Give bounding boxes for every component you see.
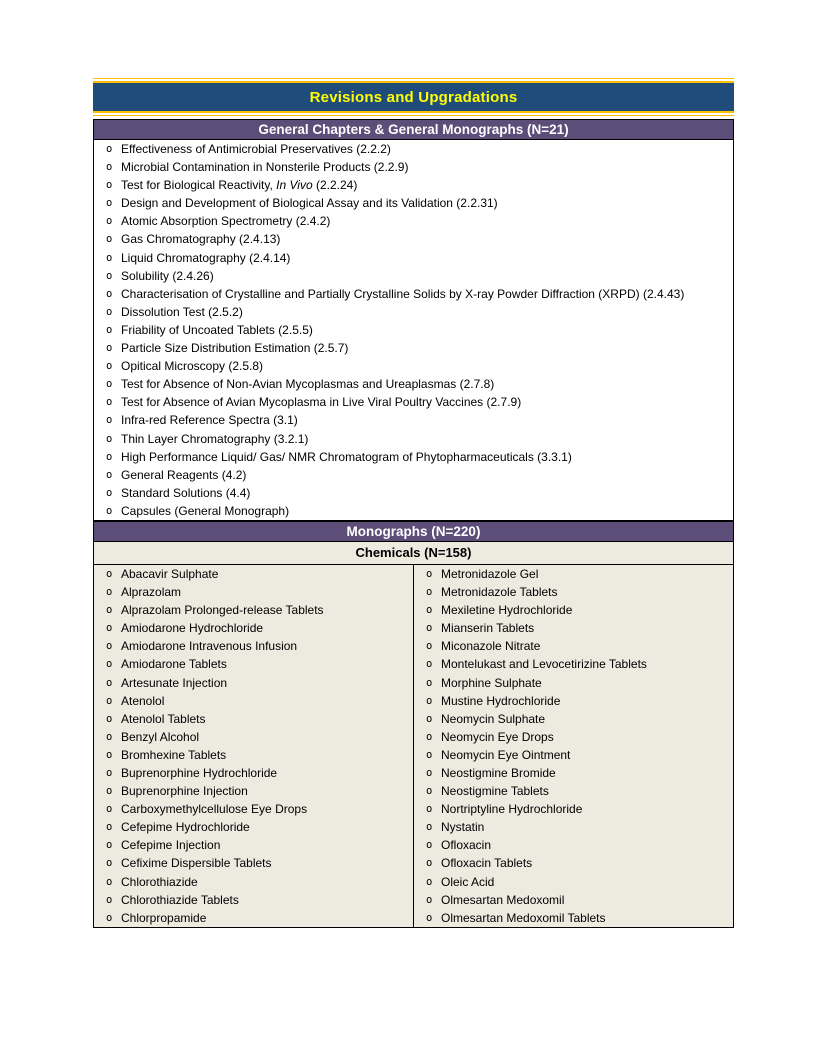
list-item-label: Atenolol (121, 693, 165, 708)
list-item-label: Neomycin Sulphate (441, 711, 546, 726)
list-item (94, 873, 413, 891)
list-item (94, 637, 413, 655)
circle-bullet-icon: o (106, 233, 113, 246)
circle-bullet-icon: o (106, 251, 113, 264)
list-item (414, 710, 733, 728)
circle-bullet-icon: o (106, 269, 113, 282)
chemicals-header-label: Chemicals (N=158) (355, 545, 472, 561)
list-item-label: Thin Layer Chromatography (3.2.1) (121, 431, 309, 446)
list-item-label: Olmesartan Medoxomil Tablets (441, 910, 606, 925)
circle-bullet-icon: o (106, 712, 113, 725)
list-item-label: Metronidazole Gel (441, 566, 539, 581)
list-item (94, 782, 413, 800)
list-item (94, 158, 733, 176)
list-item-label: Morphine Sulphate (441, 675, 542, 690)
list-item (414, 836, 733, 854)
list-item (94, 466, 733, 484)
list-item (94, 411, 733, 429)
list-item-label: Chlorothiazide (121, 874, 198, 889)
circle-bullet-icon: o (106, 143, 113, 155)
list-item (94, 854, 413, 872)
circle-bullet-icon: o (426, 839, 433, 852)
circle-bullet-icon: o (106, 414, 113, 427)
circle-bullet-icon: o (106, 323, 113, 336)
list-item-label: Test for Biological Reactivity, In Vivo (2.2.24) (121, 178, 358, 193)
list-item-label: Chlorothiazide Tablets (121, 892, 239, 907)
list-item-label: Amiodarone Hydrochloride (121, 621, 264, 636)
list-item (94, 710, 413, 728)
list-item-label: Standard Solutions (4.4) (121, 485, 251, 500)
list-item (414, 674, 733, 692)
list-item (94, 818, 413, 836)
circle-bullet-icon: o (106, 821, 113, 834)
list-item (94, 484, 733, 502)
monographs-header-label: Monographs (N=220) (346, 523, 481, 539)
monographs-header-bar (93, 521, 734, 542)
circle-bullet-icon: o (106, 785, 113, 798)
list-item-label: Alprazolam Prolonged-release Tablets (121, 603, 324, 618)
circle-bullet-icon: o (106, 342, 113, 355)
chemicals-right-column (414, 565, 733, 927)
list-item-label: Gas Chromatography (2.4.13) (121, 232, 281, 247)
circle-bullet-icon: o (106, 305, 113, 318)
circle-bullet-icon: o (106, 676, 113, 689)
list-item-label: High Performance Liquid/ Gas/ NMR Chromatogram of Phytopharmaceuticals (3.3.1) (121, 449, 572, 464)
general-chapters-header-label: General Chapters & General Monographs (N=21) (258, 122, 569, 137)
circle-bullet-icon: o (426, 785, 433, 798)
circle-bullet-icon: o (106, 468, 113, 481)
circle-bullet-icon: o (426, 676, 433, 689)
list-item-label: Dissolution Test (2.5.2) (121, 304, 243, 319)
circle-bullet-icon: o (426, 767, 433, 779)
circle-bullet-icon: o (426, 622, 433, 635)
circle-bullet-icon: o (106, 640, 113, 653)
circle-bullet-icon: o (106, 360, 113, 373)
list-item-label: Characterisation of Crystalline and Partially Crystalline Solids by X-ray Powder Diffraction (XRPD) (2.4.43) (121, 286, 685, 301)
list-item (94, 321, 733, 339)
list-item-label: Oleic Acid (441, 874, 495, 889)
circle-bullet-icon: o (426, 640, 433, 653)
list-item (94, 339, 733, 357)
circle-bullet-icon: o (426, 712, 433, 725)
gold-line-thin (93, 78, 734, 79)
list-item-label: Infra-red Reference Spectra (3.1) (121, 413, 298, 428)
list-item-label: Test for Absence of Non-Avian Mycoplasmas and Ureaplasmas (2.7.8) (121, 377, 495, 392)
list-item-label: Neostigmine Bromide (441, 766, 556, 780)
circle-bullet-icon: o (426, 604, 433, 617)
list-item (94, 764, 413, 782)
circle-bullet-icon: o (106, 287, 113, 300)
list-item (414, 800, 733, 818)
general-chapters-list (93, 140, 734, 521)
circle-bullet-icon: o (426, 875, 433, 888)
circle-bullet-icon: o (426, 911, 433, 924)
circle-bullet-icon: o (426, 658, 433, 671)
list-item-label: Atomic Absorption Spectrometry (2.4.2) (121, 214, 331, 229)
list-item (94, 601, 413, 619)
list-item (94, 140, 733, 158)
circle-bullet-icon: o (106, 378, 113, 391)
circle-bullet-icon: o (106, 839, 113, 852)
list-item (414, 565, 733, 583)
list-item-label: Particle Size Distribution Estimation (2.5.7) (121, 341, 349, 356)
list-item-label: Effectiveness of Antimicrobial Preservatives (2.2.2) (121, 142, 391, 156)
circle-bullet-icon: o (106, 767, 113, 779)
list-item (94, 728, 413, 746)
list-item-label: Buprenorphine Hydrochloride (121, 766, 278, 780)
circle-bullet-icon: o (106, 875, 113, 888)
circle-bullet-icon: o (426, 567, 433, 580)
circle-bullet-icon: o (426, 694, 433, 707)
list-item (414, 655, 733, 673)
list-item (94, 502, 733, 520)
list-item (94, 212, 733, 230)
list-item-label: Ofloxacin (441, 838, 492, 853)
circle-bullet-icon: o (106, 504, 113, 517)
list-item (94, 285, 733, 303)
list-item (94, 375, 733, 393)
list-item (414, 764, 733, 782)
list-item-label: Design and Development of Biological Assay and its Validation (2.2.31) (121, 196, 498, 211)
circle-bullet-icon: o (106, 396, 113, 409)
list-item (94, 619, 413, 637)
list-item (414, 583, 733, 601)
list-item (414, 746, 733, 764)
circle-bullet-icon: o (106, 604, 113, 617)
gold-border-bottom (93, 111, 734, 116)
list-item (94, 891, 413, 909)
list-item (414, 854, 733, 872)
page-title: Revisions and Upgradations (309, 88, 518, 106)
circle-bullet-icon: o (106, 179, 113, 192)
list-item (94, 836, 413, 854)
list-item (414, 873, 733, 891)
list-item-label: Artesunate Injection (121, 675, 228, 690)
list-item (94, 692, 413, 710)
list-item (94, 393, 733, 411)
list-item-label: Buprenorphine Injection (121, 784, 248, 799)
list-item-label: Microbial Contamination in Nonsterile Products (2.2.9) (121, 160, 409, 175)
list-item (94, 303, 733, 321)
circle-bullet-icon: o (106, 911, 113, 924)
list-item-label: Capsules (General Monograph) (121, 503, 290, 518)
circle-bullet-icon: o (106, 161, 113, 174)
list-item-label: Chlorpropamide (121, 910, 207, 925)
circle-bullet-icon: o (426, 857, 433, 870)
list-item-label: Opitical Microscopy (2.5.8) (121, 359, 264, 374)
circle-bullet-icon: o (106, 658, 113, 671)
circle-bullet-icon: o (106, 730, 113, 743)
list-item-label: Friability of Uncoated Tablets (2.5.5) (121, 322, 313, 337)
list-item-label: Amiodarone Intravenous Infusion (121, 639, 298, 654)
list-item (94, 674, 413, 692)
list-item (414, 692, 733, 710)
list-item-label: Mexiletine Hydrochloride (441, 603, 573, 618)
list-item (94, 357, 733, 375)
list-item-label: Benzyl Alcohol (121, 729, 200, 744)
circle-bullet-icon: o (426, 586, 433, 599)
list-item-label: Amiodarone Tablets (121, 657, 227, 672)
list-item-label: Test for Absence of Avian Mycoplasma in Live Viral Poultry Vaccines (2.7.9) (121, 395, 522, 410)
list-item (94, 448, 733, 466)
list-item (414, 782, 733, 800)
list-item-label: Cefepime Injection (121, 838, 221, 853)
list-item (414, 891, 733, 909)
list-item (94, 267, 733, 285)
circle-bullet-icon: o (426, 748, 433, 761)
list-item-label: Neomycin Eye Drops (441, 729, 554, 744)
list-item (94, 800, 413, 818)
circle-bullet-icon: o (106, 857, 113, 870)
list-item-label: Abacavir Sulphate (121, 566, 219, 581)
list-item (94, 176, 733, 194)
chemicals-left-column (94, 565, 414, 927)
list-item-label: Neostigmine Tablets (441, 784, 549, 799)
list-item-label: Solubility (2.4.26) (121, 268, 214, 283)
circle-bullet-icon: o (426, 803, 433, 816)
list-item-label: Alprazolam (121, 585, 182, 600)
circle-bullet-icon: o (106, 803, 113, 816)
list-item (94, 430, 733, 448)
circle-bullet-icon: o (426, 730, 433, 743)
list-item (414, 637, 733, 655)
circle-bullet-icon: o (106, 586, 113, 599)
list-item (94, 746, 413, 764)
list-item-label: Bromhexine Tablets (121, 747, 227, 762)
list-item (414, 728, 733, 746)
list-item (94, 909, 413, 927)
gold-line-thin (93, 115, 734, 116)
circle-bullet-icon: o (106, 694, 113, 707)
list-item-label: Olmesartan Medoxomil (441, 892, 565, 907)
circle-bullet-icon: o (106, 450, 113, 463)
circle-bullet-icon: o (106, 432, 113, 445)
list-item-label: General Reagents (4.2) (121, 467, 247, 482)
list-item (94, 194, 733, 212)
circle-bullet-icon: o (426, 893, 433, 906)
list-item (94, 565, 413, 583)
list-item (414, 909, 733, 927)
revisions-table (93, 78, 734, 928)
circle-bullet-icon: o (106, 215, 113, 228)
list-item-label: Metronidazole Tablets (441, 585, 558, 600)
list-item-label: Atenolol Tablets (121, 711, 206, 726)
list-item-label: Nortriptyline Hydrochloride (441, 802, 583, 817)
chemicals-header-bar (93, 542, 734, 565)
list-item-label: Carboxymethylcellulose Eye Drops (121, 802, 308, 817)
list-item-label: Montelukast and Levocetirizine Tablets (441, 657, 647, 672)
title-bar (93, 83, 734, 111)
gold-line-thick (93, 111, 734, 113)
chemicals-columns (93, 565, 734, 928)
list-item-label: Neomycin Eye Ointment (441, 747, 571, 762)
list-item-label: Nystatin (441, 820, 485, 835)
list-item-label: Mustine Hydrochloride (441, 693, 561, 708)
circle-bullet-icon: o (106, 893, 113, 906)
general-chapters-header-bar (93, 119, 734, 140)
list-item-label: Ofloxacin Tablets (441, 856, 533, 871)
circle-bullet-icon: o (106, 197, 113, 210)
list-item (414, 818, 733, 836)
circle-bullet-icon: o (106, 567, 113, 580)
list-item (94, 655, 413, 673)
list-item-label: Liquid Chromatography (2.4.14) (121, 250, 291, 265)
circle-bullet-icon: o (426, 821, 433, 834)
list-item (94, 230, 733, 248)
list-item-label: Cefepime Hydrochloride (121, 820, 250, 835)
circle-bullet-icon: o (106, 748, 113, 761)
list-item (414, 619, 733, 637)
circle-bullet-icon: o (106, 486, 113, 499)
list-item-label: Cefixime Dispersible Tablets (121, 856, 272, 871)
list-item (414, 601, 733, 619)
circle-bullet-icon: o (106, 622, 113, 635)
list-item (94, 249, 733, 267)
list-item (94, 583, 413, 601)
list-item-label: Miconazole Nitrate (441, 639, 541, 654)
list-item-label: Mianserin Tablets (441, 621, 535, 636)
